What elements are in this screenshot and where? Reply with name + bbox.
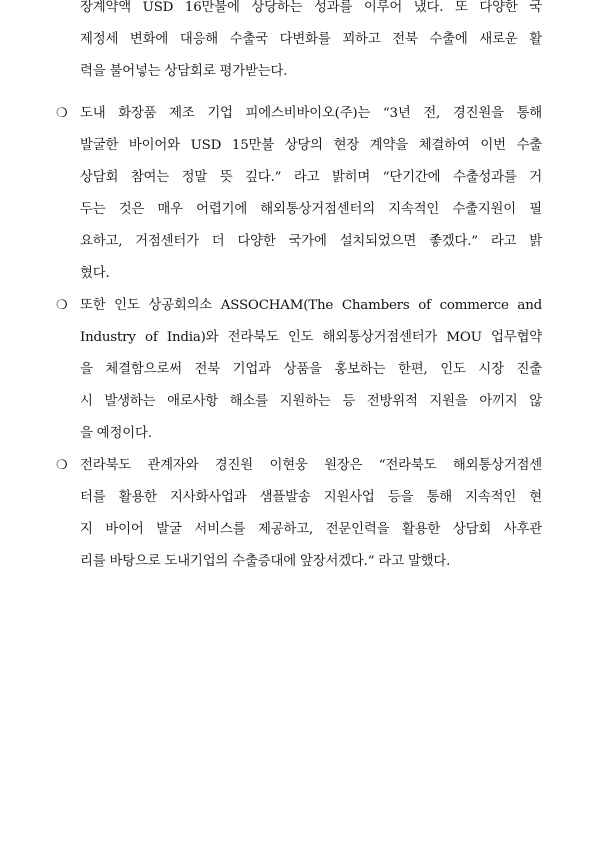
paragraph-assocham-mou — [56, 290, 546, 450]
paragraph-line: 두는 것은 매우 어렵기에 해외통상거점센터의 지속적인 수출지원이 필 — [80, 202, 542, 217]
paragraph-line: 리를 바탕으로 도내기업의 수출증대에 앞장서겠다.” 라고 말했다. — [80, 554, 451, 569]
paragraph-line: Industry of India)와 전라북도 인도 해외통상거점센터가 MOU 업무협약 — [80, 330, 542, 345]
paragraph-line: 을 예정이다. — [80, 426, 152, 441]
paragraph-line: 또한 인도 상공회의소 ASSOCHAM(The Chambers of commerce and — [80, 298, 542, 313]
paragraph-continued — [56, 0, 546, 88]
paragraph-line: 발굴한 바이어와 USD 15만불 상당의 현장 계약을 체결하여 이번 수출 — [80, 138, 542, 153]
paragraph-line: 제정세 변화에 대응해 수출국 다변화를 꾀하고 전북 수출에 새로운 활 — [80, 32, 542, 47]
paragraph-director-statement — [56, 450, 546, 578]
bullet-circle-icon: ❍ — [56, 458, 68, 473]
paragraph-line: 시 발생하는 애로사항 해소를 지원하는 등 전방위적 지원을 아끼지 않 — [80, 394, 542, 409]
paragraph-line: 장계약액 USD 16만불에 상당하는 성과를 이루어 냈다. 또 다양한 국 — [80, 0, 542, 15]
paragraph-buyer-contract — [56, 98, 546, 290]
paragraph-line: 요하고, 거점센터가 더 다양한 국가에 설치되었으면 좋겠다.” 라고 밝 — [80, 234, 542, 249]
paragraph-line: 터를 활용한 지사화사업과 샘플발송 지원사업 등을 통해 지속적인 현 — [80, 490, 542, 505]
paragraph-line: 력을 불어넣는 상담회로 평가받는다. — [80, 64, 288, 79]
paragraph-line: 상담회 참여는 정말 뜻 깊다.” 라고 밝히며 “단기간에 수출성과를 거 — [80, 170, 542, 185]
paragraph-line: 지 바이어 발굴 서비스를 제공하고, 전문인력을 활용한 상담회 사후관 — [80, 522, 542, 537]
paragraph-line: 을 체결함으로써 전북 기업과 상품을 홍보하는 한편, 인도 시장 진출 — [80, 362, 542, 377]
paragraph-line: 전라북도 관계자와 경진원 이현웅 원장은 “전라북도 해외통상거점센 — [80, 458, 542, 473]
bullet-circle-icon: ❍ — [56, 106, 68, 121]
paragraph-line: 혔다. — [80, 266, 110, 281]
paragraph-line: 도내 화장품 제조 기업 피에스비바이오(주)는 “3년 전, 경진원을 통해 — [80, 106, 542, 121]
bullet-circle-icon: ❍ — [56, 298, 68, 313]
